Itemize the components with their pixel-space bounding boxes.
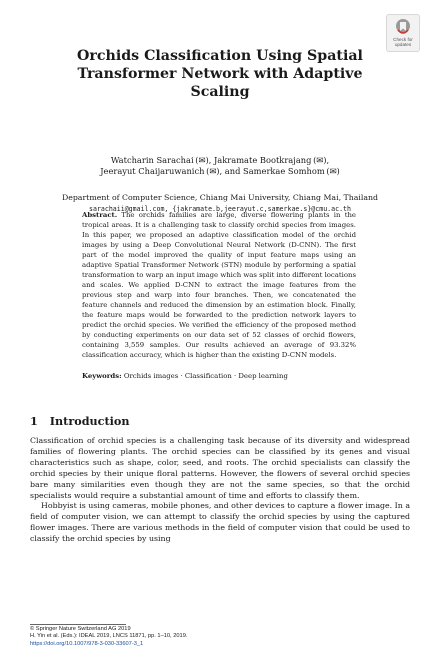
- section-title: Introduction: [49, 414, 130, 428]
- abstract-label: Abstract.: [82, 211, 118, 219]
- paragraph-2: Hobbyist is using cameras, mobile phones, and other devices to capture a flower image. In a field of computer vision, we can attempt to classify the orchid species by using the captured flower images. There are various methods in the field of computer vision that could be used to classify the orchid species by using: [30, 501, 410, 544]
- footer-divider: [30, 624, 126, 625]
- title-line-2: Transformer Network with Adaptive: [77, 66, 363, 82]
- abstract: [82, 210, 356, 360]
- badge-label: [393, 37, 413, 47]
- bookmark-icon: [395, 18, 411, 36]
- authors-line-1: Watcharin Sarachai (✉), Jakramate Bootkrajang (✉),: [110, 155, 330, 165]
- section-heading-introduction: [30, 414, 129, 428]
- author-list: [60, 155, 380, 177]
- paragraph-1: Classification of orchid species is a challenging task because of its diversity and widespread families of flowering plants. The orchid species can be classified by its genes and visual characteristics such as shape, color, seed, and roots. The orchid specialists can classify the orchid species by their unique floral patterns. However, the flowers of several orchid species bare many similarities even though they are not the same species, so that the orchid specialists would require a substantial amount of time and efforts to classify them.: [30, 436, 410, 500]
- badge-line-2: updates: [394, 42, 412, 47]
- abstract-text: The orchids families are large, diverse flowering plants in the tropical areas. It is a challenging task to classify orchid species from images. In this paper, we proposed an adaptive classification model of the orchid images by using a Deep Convolutional Neural Network (D-CNN). The first part of the model improved the quality of input feature maps using an adaptive Spatial Transformer Network (STN) module by performing a spatial transformation to warp an input image which was split into different locations and scales. We applied D-CNN to extract the image features from the previous step and warp into four branches. Then, we concatenated the feature channels and reduced the dimension by an estimation block. Finally, the feature maps would be forwarded to the prediction network layers to predict the orchid species. We verified the efficiency of the proposed method by conducting experiments on our data set of 52 classes of orchid flowers, containing 3,559 samples. Our results achieved an average of 93.32% classification accuracy, which is higher than the existing D-CNN models.: [82, 211, 356, 359]
- body-text: [30, 436, 410, 545]
- title-line-1: Orchids Classification Using Spatial: [77, 48, 363, 64]
- footer: [30, 626, 410, 648]
- paper-title: [60, 47, 380, 101]
- doi-link[interactable]: https://doi.org/10.1007/978-3-030-33607-3_1: [30, 640, 144, 647]
- keywords: [82, 371, 362, 381]
- badge-line-1: Check for: [393, 37, 413, 42]
- title-line-3: Scaling: [190, 84, 250, 100]
- author-emails: sarachaii@gmail.com, {jakramate.b,jeerayut.c,samerkae.s}@cmu.ac.th: [88, 204, 351, 213]
- authors-line-2: Jeerayut Chaijaruwanich (✉), and Samerkae Somhom (✉): [100, 166, 340, 176]
- keywords-label: Keywords:: [82, 372, 122, 380]
- check-for-updates-badge[interactable]: [386, 14, 420, 52]
- keywords-text: Orchids images · Classification · Deep learning: [123, 372, 288, 380]
- citation: H. Yin et al. (Eds.): IDEAL 2019, LNCS 11871, pp. 1–10, 2019.: [30, 633, 188, 640]
- department: Department of Computer Science, Chiang Mai University, Chiang Mai, Thailand: [61, 193, 379, 202]
- copyright: © Springer Nature Switzerland AG 2019: [30, 626, 131, 632]
- section-number: 1: [30, 414, 38, 428]
